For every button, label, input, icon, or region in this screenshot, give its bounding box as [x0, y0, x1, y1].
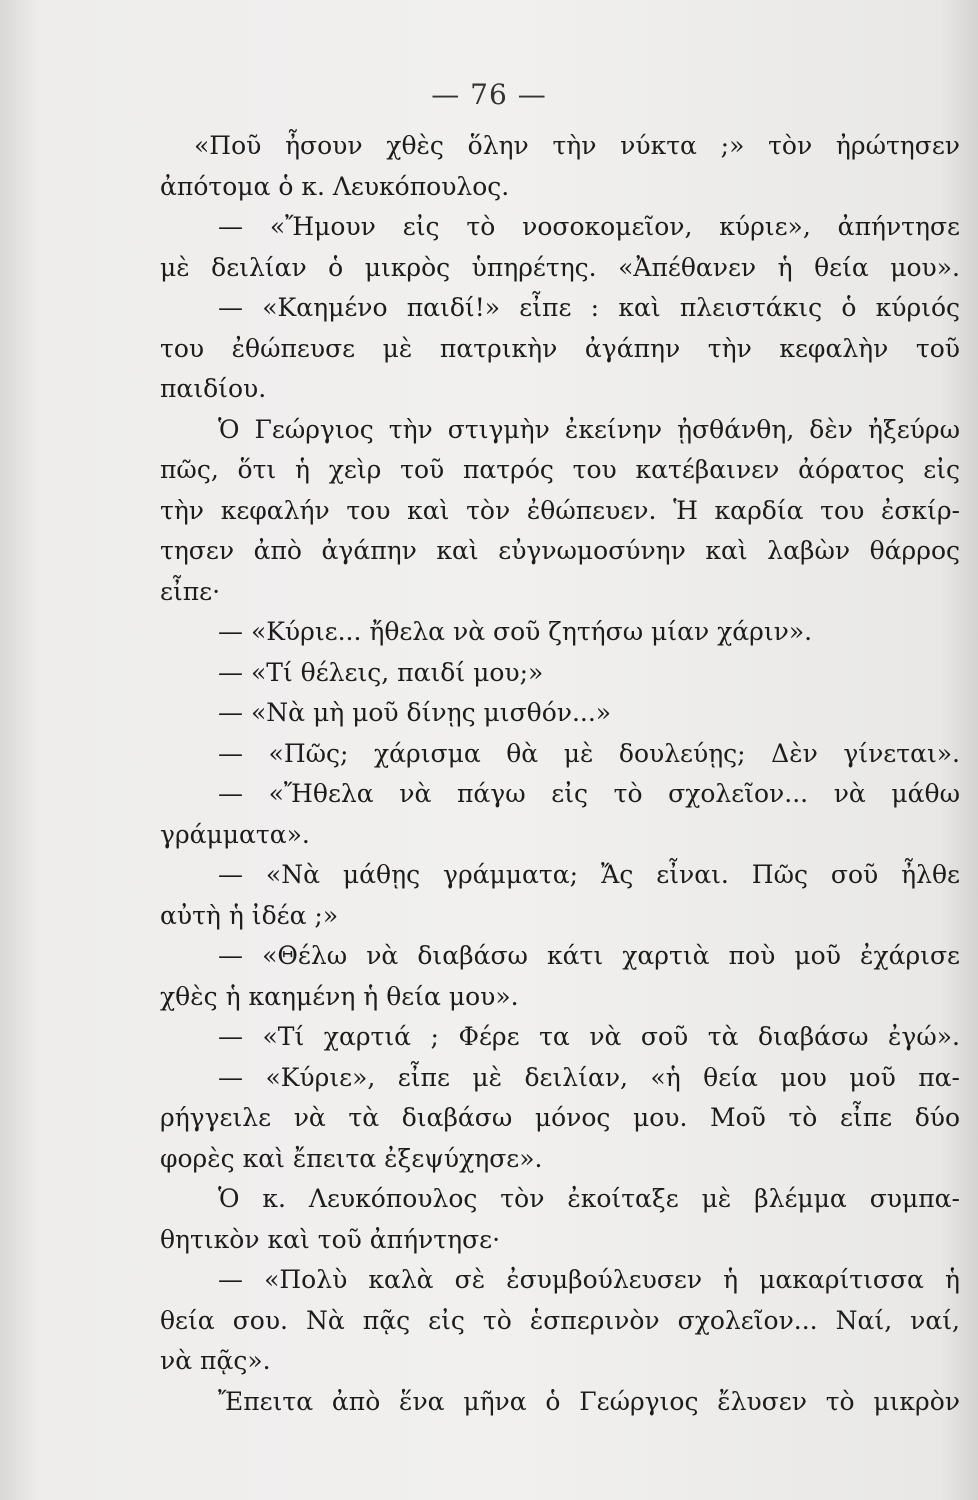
- text-line: φορὲς καὶ ἔπειτα ἐξεψύχησε».: [160, 1143, 543, 1173]
- text-line: — «Ἤθελα νὰ πάγω εἰς τὸ σχολεῖον... νὰ μάθω: [218, 779, 960, 808]
- text-line: — «Τί χαρτιά ; Φέρε τα νὰ σοῦ τὰ διαβάσω ἐγώ».: [218, 1022, 960, 1051]
- text-line: — «Πολὺ καλὰ σὲ ἐσυμβούλευσεν ἡ μακαρίτισσα ἡ: [218, 1265, 960, 1294]
- text-line: — «Τί θέλεις, παιδί μου;»: [218, 657, 544, 687]
- text-line: αὐτὴ ἡ ἰδέα ;»: [160, 900, 339, 930]
- text-line: — «Θέλω νὰ διαβάσω κάτι χαρτιὰ ποὺ μοῦ ἐχάρισε: [218, 941, 960, 970]
- text-line: Ὁ Γεώργιος τὴν στιγμὴν ἐκείνην ᾐσθάνθη, δὲν ἠξεύρω: [218, 414, 960, 444]
- text-line: πῶς, ὅτι ἡ χεὶρ τοῦ πατρός του κατέβαινεν ἀόρατος εἰς: [160, 455, 960, 484]
- text-line: παιδίου.: [160, 374, 267, 403]
- text-line: — «Πῶς; χάρισμα θὰ μὲ δουλεύῃς; Δὲν γίνεται».: [218, 738, 960, 768]
- text-line: — «Ἤμουν εἰς τὸ νοσοκομεῖον, κύριε», ἀπήντησε: [218, 212, 960, 241]
- text-line: θεία σου. Νὰ πᾷς εἰς τὸ ἑσπερινὸν σχολεῖον... Ναί, ναί,: [160, 1305, 960, 1335]
- text-line: «Ποῦ ἦσουν χθὲς ὅλην τὴν νύκτα ;» τὸν ἠρώτησεν: [194, 131, 960, 160]
- text-line: του ἐθώπευσε μὲ πατρικὴν ἀγάπην τὴν κεφαλὴν τοῦ: [160, 333, 960, 363]
- text-line: Ἔπειτα ἀπὸ ἕνα μῆνα ὁ Γεώργιος ἔλυσεν τὸ μικρὸν: [218, 1386, 960, 1416]
- text-line: τησεν ἀπὸ ἀγάπην καὶ εὐγνωμοσύνην καὶ λαβὼν θάρρος: [160, 536, 960, 565]
- body-text: [160, 126, 960, 1422]
- text-line: — «Κύριε», εἶπε μὲ δειλίαν, «ἡ θεία μου μοῦ πα-: [218, 1062, 960, 1092]
- text-line: — «Κύριε... ἤθελα νὰ σοῦ ζητήσω μίαν χάριν».: [218, 617, 813, 646]
- text-line: νὰ πᾷς».: [160, 1346, 271, 1375]
- text-line: χθὲς ἡ καημένη ἡ θεία μου».: [160, 981, 519, 1011]
- text-line: γράμματα».: [160, 819, 310, 849]
- text-line: μὲ δειλίαν ὁ μικρὸς ὑπηρέτης. «Ἀπέθανεν ἡ θεία μου».: [160, 252, 960, 282]
- text-line: ἀπότομα ὁ κ. Λευκόπουλος.: [160, 171, 510, 201]
- text-line: — «Νὰ μάθῃς γράμματα; Ἄς εἶναι. Πῶς σοῦ ἦλθε: [218, 860, 960, 889]
- text-line: εἶπε·: [160, 576, 221, 606]
- page-number: — 76 —: [431, 78, 547, 111]
- text-line: — «Καημένο παιδί!» εἶπε : καὶ πλειστάκις ὁ κύριός: [218, 293, 960, 322]
- text-line: ρήγγειλε νὰ τὰ διαβάσω μόνος μου. Μοῦ τὸ εἶπε δύο: [160, 1103, 960, 1132]
- text-line: Ὁ κ. Λευκόπουλος τὸν ἐκοίταξε μὲ βλέμμα συμπα-: [218, 1184, 960, 1213]
- text-line: τὴν κεφαλήν του καὶ τὸν ἐθώπευεν. Ἡ καρδία του ἐσκίρ-: [160, 495, 960, 525]
- text-line: θητικὸν καὶ τοῦ ἀπήντησε·: [160, 1224, 501, 1254]
- text-line: — «Νὰ μὴ μοῦ δίνῃς μισθόν...»: [218, 698, 612, 727]
